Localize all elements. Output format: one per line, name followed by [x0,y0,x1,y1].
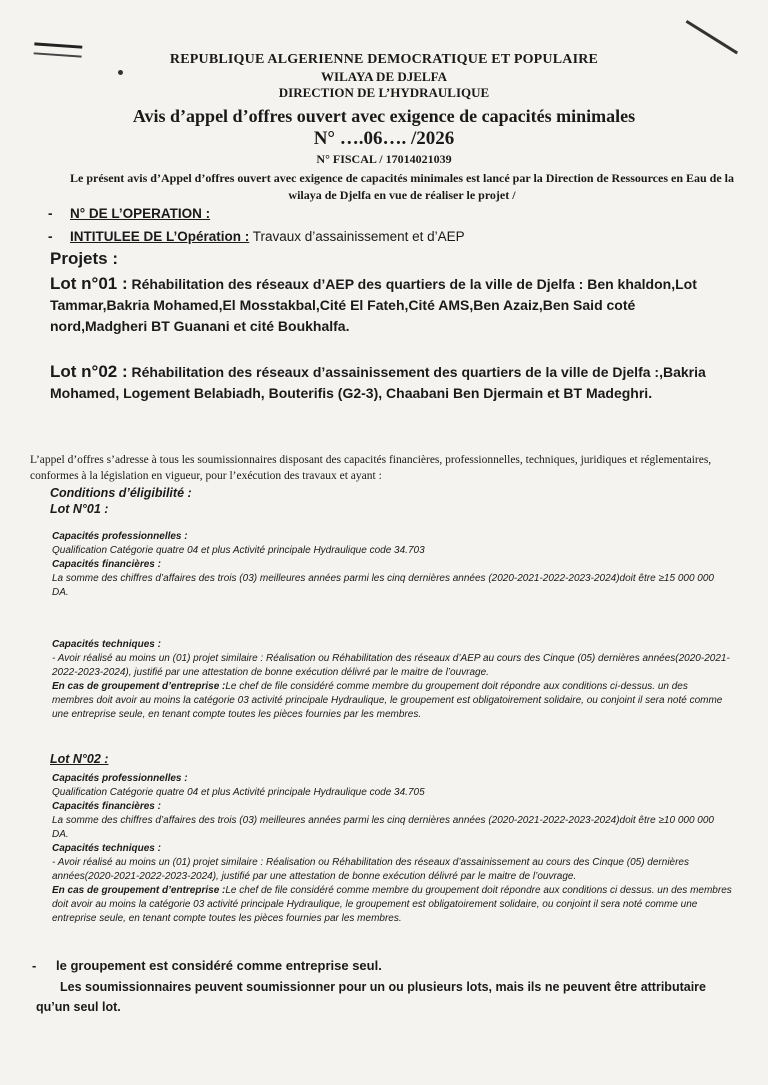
header-republique: REPUBLIQUE ALGERIENNE DEMOCRATIQUE ET POPULAIRE [169,52,599,67]
document-number: N° ….06…. /2026 [313,128,455,149]
operation-number: - N° DE L’OPERATION : [48,206,211,221]
lot-1-prof-fin: Capacités professionnelles : Qualification Catégorie quatre 04 et plus Activité principale Hydraulique code 34.703 Capacités financières : La somme des chiffres d’affaires des trois (03) meilleures années parmi les cinq dernières années (2020-2021-2022-2023-2024)doit être ≥15 000 000 DA. [52,531,714,598]
document-title: Avis d’appel d’offres ouvert avec exigence de capacités minimales [132,106,636,126]
lot-2-description: Lot n°02 : Réhabilitation des réseaux d’assainissement des quartiers de la ville de Djelfa :,Bakria Mohamed, Logement Belabiadh, Bouterifis (G2-3), Chaabani Ben Djermain et BT Madeghri. [50,362,706,401]
operation-title: - INTITULEE DE L’Opération : Travaux d’assainissement et d’AEP [48,229,465,244]
lot-2-conditions-heading: Lot N°02 : [50,752,109,766]
groupement-note: - le groupement est considéré comme entreprise seul. [32,958,382,973]
lot-1-description: Lot n°01 : Réhabilitation des réseaux d’AEP des quartiers de la ville de Djelfa : Ben khaldon,Lot Tammar,Bakria Mohamed,El Mosstakbal,Cité El Fateh,Cité AMS,Ben Azaiz,Ben Said coté nord,Madgheri BT Guanani et cité Boukhalfa. [50,274,697,334]
header-direction: DIRECTION DE L’HYDRAULIQUE [278,85,490,100]
final-note: Les soumissionnaires peuvent soumissionner pour un ou plusieurs lots, mais ils ne peuvent être attributaire qu’un seul lot. [36,980,706,1014]
lot-1-conditions-heading: Lot N°01 : [50,502,109,516]
fiscal-number: N° FISCAL / 17014021039 [316,152,452,166]
lot-2-conditions: Capacités professionnelles : Qualification Catégorie quatre 04 et plus Activité principale Hydraulique code 34.705 Capacités financières : La somme des chiffres d’affaires des trois (03) meilleures années parmi les cinq dernières années (2020-2021-2022-2023-2024)doit être ≥10 000 000 DA. Capacités techniques : - Avoir réalisé au moins un (01) projet similaire : Réalisation ou Réhabilitation des réseaux d’assainissement au cours des Cinque (05) dernières années(2020-2021-2022-2023-2024), justifié par une attestation de bonne exécution délivré par le maitre de l’ouvrage. En cas de groupement d’entreprise :Le chef de file considéré comme membre du groupement doit répondre aux conditions ci dessus. un des membres doit avoir au moins la catégorie 03 activité principale Hydraulique, le groupement est obligatoirement solidaire, ou conjoint il sera noté comme une entreprise seule, en tenant compte toutes les pièces fournies par les membres. [52,773,732,924]
projets-heading: Projets : [50,249,119,268]
header-wilaya: WILAYA DE DJELFA [321,69,447,84]
appel-paragraph: L’appel d’offres s’adresse à tous les soumissionnaires disposant des capacités financières, professionnelles, techniques, juridiques et réglementaires, conformes à la législation en vigueur, pour l’exécution des travaux et ayant : [30,454,712,482]
intro-paragraph: Le présent avis d’Appel d’offres ouvert avec exigence de capacités minimales est lancé par la Direction de Ressources en Eau de la wilaya de Djelfa en vue de réaliser le projet / [69,171,735,202]
conditions-heading: Conditions d’éligibilité : [50,486,192,500]
lot-1-technique: Capacités techniques : - Avoir réalisé au moins un (01) projet similaire : Réalisation ou Réhabilitation des réseaux d’AEP au cours des Cinque (05) dernières années(2020-2021-2022-2023-2024), justifié par une attestation de bonne exécution délivré par le maitre de l’ouvrage. En cas de groupement d’entreprise :Le chef de file considéré comme membre du groupement doit répondre aux conditions ci-dessus. un des membres doit avoir au moins la catégorie 03 activité principale Hydraulique, le groupement est obligatoirement solidaire, ou conjoint il sera noté comme une entreprise seule, en tenant compte toutes les pièces fournies par les membres. [52,639,730,720]
